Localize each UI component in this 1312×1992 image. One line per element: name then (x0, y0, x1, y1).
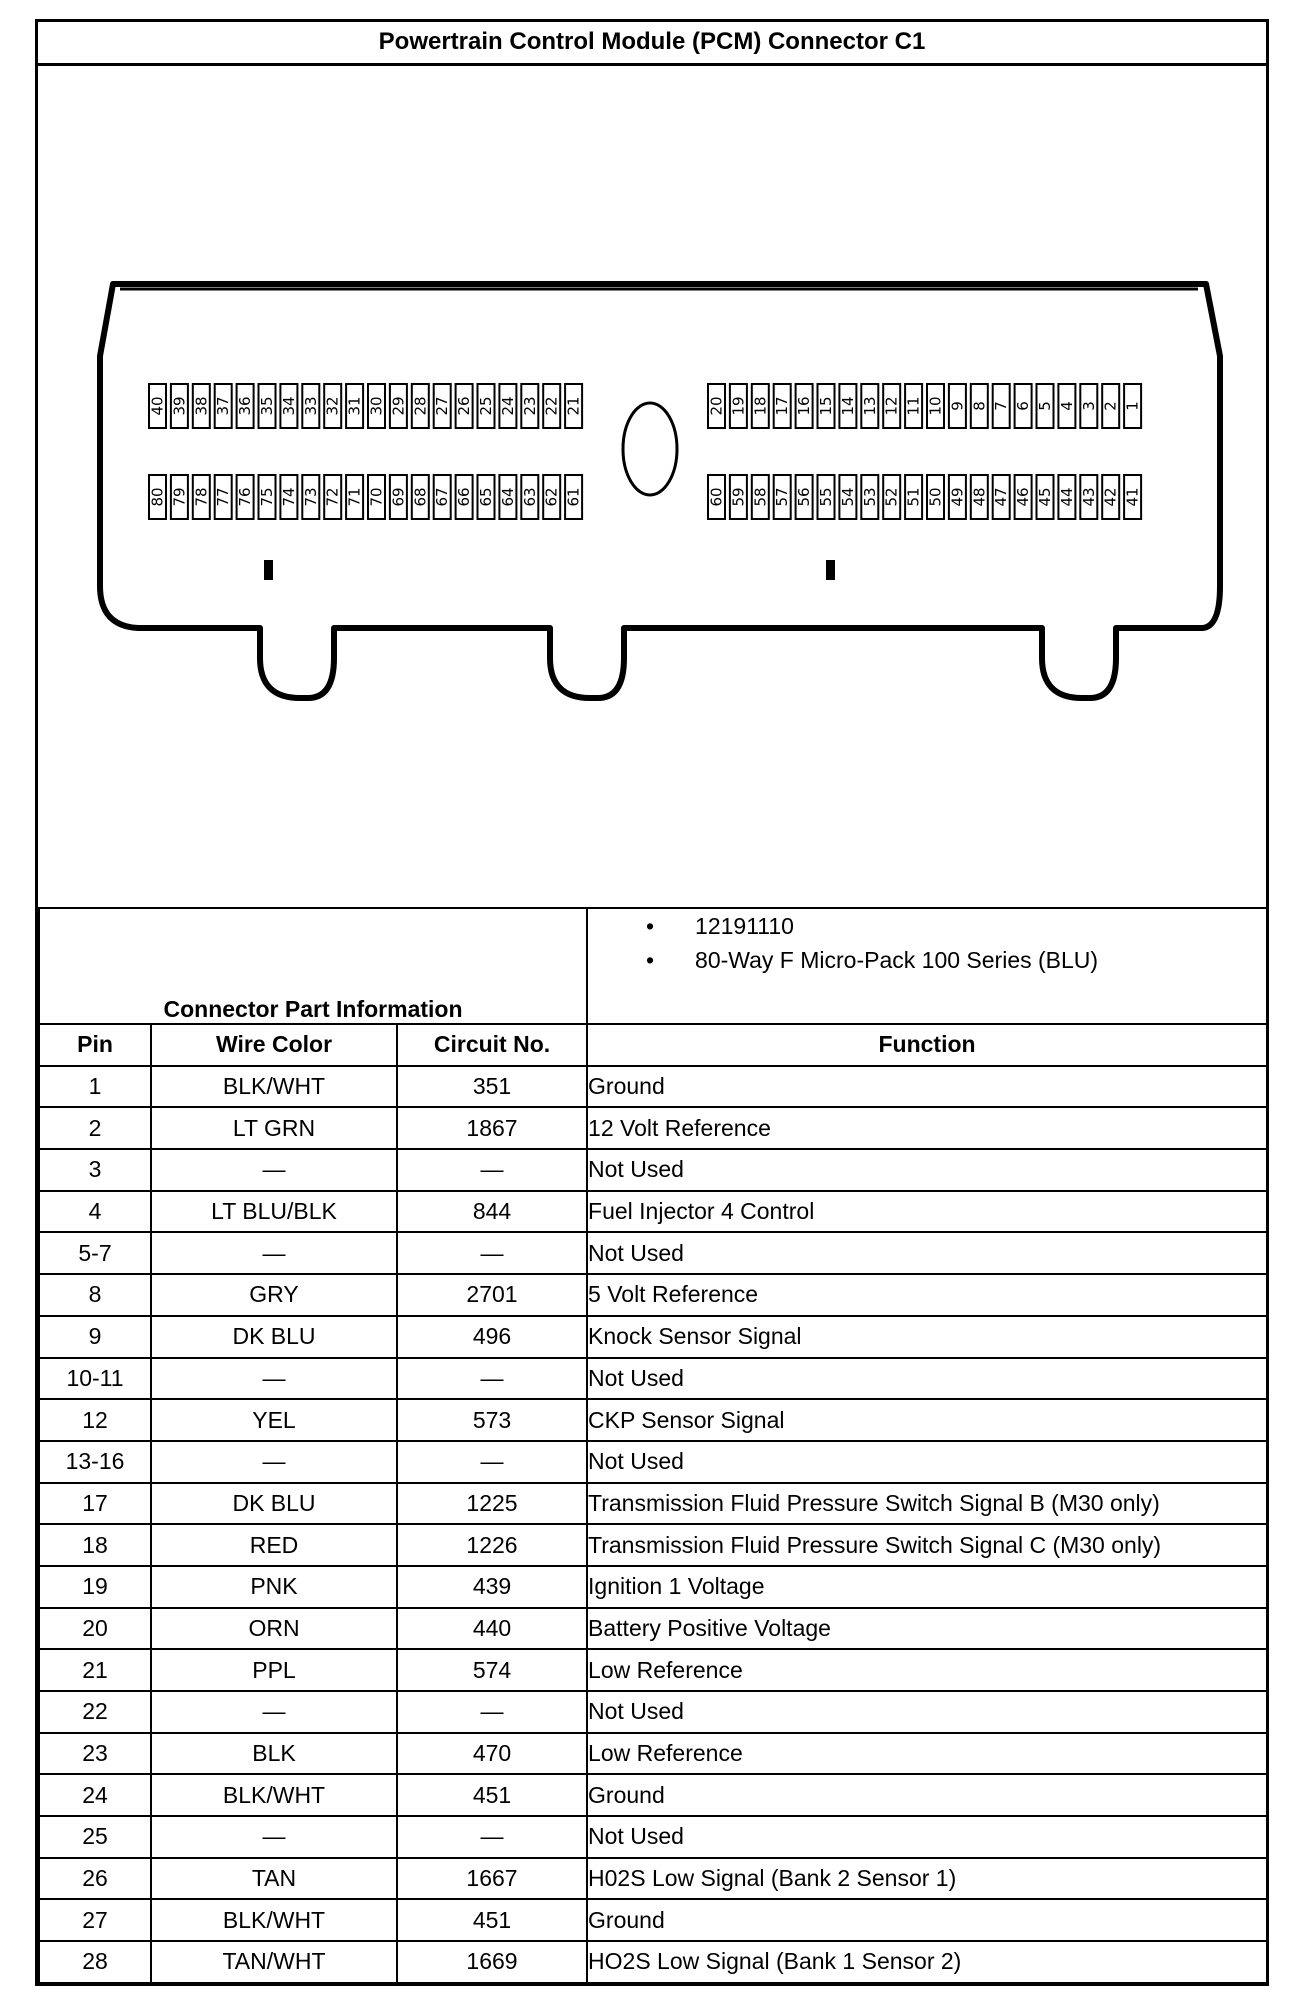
pin-cavity-38 (192, 384, 210, 428)
circuit-cell: 451 (397, 1899, 587, 1941)
table-row (39, 1066, 1267, 1108)
pin-cavity-34 (280, 384, 298, 428)
function-cell: 12 Volt Reference (587, 1107, 1267, 1149)
pin-cavity-35 (258, 384, 276, 428)
pin-cavity-24 (499, 384, 517, 428)
function-cell: H02S Low Signal (Bank 2 Sensor 1) (587, 1858, 1267, 1900)
connector-sheet (35, 19, 1269, 1986)
circuit-cell: 451 (397, 1774, 587, 1816)
pin-label: 41 (1123, 487, 1142, 507)
pin-cavity-20 (708, 384, 726, 428)
circuit-cell: — (397, 1149, 587, 1191)
right-key-mark (826, 560, 835, 580)
function-cell: Ground (587, 1774, 1267, 1816)
center-key (623, 403, 677, 495)
pin-label: 55 (817, 487, 835, 507)
pin-cavity-41 (1124, 475, 1142, 519)
pin-label: 43 (1079, 487, 1098, 507)
col-circuit: Circuit No. (397, 1024, 587, 1066)
pin-label: 61 (564, 487, 583, 507)
pin-label: 77 (214, 487, 233, 507)
pin-cavity-18 (751, 384, 769, 428)
pin-cavity-13 (861, 384, 879, 428)
pin-cavity-19 (729, 384, 747, 428)
pin-cavity-78 (192, 475, 210, 519)
function-cell: 5 Volt Reference (587, 1274, 1267, 1316)
pin-cavity-22 (543, 384, 561, 428)
pin-label: 33 (301, 396, 320, 416)
pin-label: 11 (904, 396, 923, 416)
circuit-cell: 1226 (397, 1524, 587, 1566)
function-cell: Not Used (587, 1232, 1267, 1274)
wire-color-cell: TAN (151, 1858, 397, 1900)
pin-label: 2 (1101, 401, 1120, 411)
page-title: Powertrain Control Module (PCM) Connector C1 (38, 22, 1266, 66)
circuit-cell: 574 (397, 1649, 587, 1691)
pin-cavity-47 (992, 475, 1010, 519)
function-cell: Not Used (587, 1441, 1267, 1483)
pin-label: 76 (236, 487, 255, 507)
pin-cavity-15 (817, 384, 835, 428)
circuit-cell: 1867 (397, 1107, 587, 1149)
table-row (39, 1733, 1267, 1775)
table-row (39, 1899, 1267, 1941)
pin-label: 26 (455, 396, 474, 416)
pin-cavity-65 (477, 475, 495, 519)
pin-label: 6 (1014, 401, 1033, 411)
pin-label: 80 (148, 487, 167, 507)
pin-cavity-25 (477, 384, 495, 428)
wire-color-cell: RED (151, 1524, 397, 1566)
pin-label: 39 (170, 396, 189, 416)
pin-label: 75 (258, 487, 276, 507)
pin-cavity-50 (927, 475, 945, 519)
pin-cavity-42 (1102, 475, 1120, 519)
function-cell: Ground (587, 1899, 1267, 1941)
pin-cavity-63 (521, 475, 539, 519)
pin-cavity-30 (368, 384, 386, 428)
table-row (39, 1774, 1267, 1816)
pin-label: 3 (1079, 401, 1098, 411)
pin-label: 30 (367, 396, 386, 416)
pin-label: 28 (411, 396, 430, 416)
pin-cavity-57 (773, 475, 791, 519)
circuit-cell: 1667 (397, 1858, 587, 1900)
pin-cell: 18 (39, 1524, 151, 1566)
pin-label: 52 (882, 487, 901, 507)
pin-label: 31 (345, 396, 364, 416)
pin-cavity-59 (729, 475, 747, 519)
pin-cavity-12 (883, 384, 901, 428)
pin-cell: 10-11 (39, 1358, 151, 1400)
pin-cavity-32 (324, 384, 342, 428)
pin-label: 44 (1057, 487, 1076, 507)
pin-label: 14 (838, 396, 857, 416)
table-row (39, 1608, 1267, 1650)
pin-cell: 27 (39, 1899, 151, 1941)
table-row (39, 1274, 1267, 1316)
pin-cavity-21 (565, 384, 583, 428)
wire-color-cell: — (151, 1149, 397, 1191)
function-cell: CKP Sensor Signal (587, 1399, 1267, 1441)
pin-label: 56 (795, 487, 814, 507)
pin-label: 23 (520, 396, 539, 416)
pin-label: 38 (192, 396, 211, 416)
pin-cavity-31 (346, 384, 364, 428)
pin-label: 58 (751, 487, 770, 507)
wire-color-cell: — (151, 1816, 397, 1858)
part-info-list (587, 908, 1267, 1024)
pin-cavity-70 (368, 475, 386, 519)
pin-cavity-60 (708, 475, 726, 519)
wire-color-cell: BLK (151, 1733, 397, 1775)
wire-color-cell: — (151, 1441, 397, 1483)
pin-cavity-61 (565, 475, 583, 519)
pin-label: 45 (1036, 487, 1054, 507)
pin-cavity-9 (948, 384, 966, 428)
table-row (39, 1858, 1267, 1900)
pin-cell: 2 (39, 1107, 151, 1149)
circuit-cell: — (397, 1358, 587, 1400)
pin-label: 50 (926, 487, 945, 507)
pin-cell: 25 (39, 1816, 151, 1858)
connector-face (38, 66, 1266, 907)
wire-color-cell: BLK/WHT (151, 1774, 397, 1816)
pin-label: 53 (860, 487, 879, 507)
pin-label: 22 (542, 396, 561, 416)
pin-cavity-64 (499, 475, 517, 519)
pin-label: 59 (729, 487, 748, 507)
function-cell: Not Used (587, 1149, 1267, 1191)
table-header (39, 1024, 1267, 1066)
pin-cavity-40 (149, 384, 167, 428)
wire-color-cell: LT BLU/BLK (151, 1191, 397, 1233)
function-cell: Transmission Fluid Pressure Switch Signal C (M30 only) (587, 1524, 1267, 1566)
pin-cavity-75 (258, 475, 276, 519)
pin-label: 18 (751, 396, 770, 416)
circuit-cell: 440 (397, 1608, 587, 1650)
pin-cell: 5-7 (39, 1232, 151, 1274)
pin-table (38, 907, 1268, 1984)
part-number: • 12191110 (588, 909, 1266, 943)
pin-cavity-80 (149, 475, 167, 519)
left-key-mark (264, 560, 273, 580)
pin-label: 20 (707, 396, 726, 416)
pin-label: 65 (477, 487, 495, 507)
pin-cavity-28 (411, 384, 429, 428)
pin-label: 49 (948, 487, 967, 507)
pin-cavity-36 (236, 384, 254, 428)
pin-cavity-7 (992, 384, 1010, 428)
wire-color-cell: PPL (151, 1649, 397, 1691)
pin-cavity-5 (1036, 384, 1054, 428)
pin-label: 13 (860, 396, 879, 416)
table-row (39, 1649, 1267, 1691)
pin-cavity-58 (751, 475, 769, 519)
wire-color-cell: GRY (151, 1274, 397, 1316)
pin-cavity-71 (346, 475, 364, 519)
pin-label: 5 (1036, 401, 1054, 411)
pin-label: 46 (1014, 487, 1033, 507)
wire-color-cell: BLK/WHT (151, 1899, 397, 1941)
pin-cell: 13-16 (39, 1441, 151, 1483)
circuit-cell: — (397, 1816, 587, 1858)
pin-cavity-55 (817, 475, 835, 519)
pin-label: 68 (411, 487, 430, 507)
pin-label: 32 (323, 396, 342, 416)
wire-color-cell: ORN (151, 1608, 397, 1650)
table-row (39, 1358, 1267, 1400)
pin-label: 29 (389, 396, 408, 416)
pin-label: 48 (970, 487, 989, 507)
pin-cavity-48 (970, 475, 988, 519)
pin-label: 21 (564, 396, 583, 416)
function-cell: HO2S Low Signal (Bank 1 Sensor 2) (587, 1941, 1267, 1983)
circuit-cell: 844 (397, 1191, 587, 1233)
pin-cavity-37 (214, 384, 232, 428)
pin-label: 9 (948, 401, 967, 411)
pin-label: 74 (279, 487, 298, 507)
part-info-row (39, 908, 1267, 1024)
pin-cavity-54 (839, 475, 857, 519)
circuit-cell: — (397, 1232, 587, 1274)
pin-cavity-45 (1036, 475, 1054, 519)
pin-cavity-17 (773, 384, 791, 428)
circuit-cell: — (397, 1691, 587, 1733)
function-cell: Ignition 1 Voltage (587, 1566, 1267, 1608)
circuit-cell: 573 (397, 1399, 587, 1441)
function-cell: Knock Sensor Signal (587, 1316, 1267, 1358)
pin-cell: 28 (39, 1941, 151, 1983)
table-row (39, 1524, 1267, 1566)
pin-cavity-27 (433, 384, 451, 428)
pin-cavity-26 (455, 384, 473, 428)
pin-cell: 12 (39, 1399, 151, 1441)
pin-label: 17 (773, 396, 792, 416)
wire-color-cell: DK BLU (151, 1483, 397, 1525)
table-row (39, 1316, 1267, 1358)
pin-cavity-39 (170, 384, 188, 428)
pin-cell: 24 (39, 1774, 151, 1816)
pin-label: 24 (498, 396, 517, 416)
pin-label: 15 (817, 396, 835, 416)
circuit-cell: 1669 (397, 1941, 587, 1983)
pin-label: 60 (707, 487, 726, 507)
pin-cavity-73 (302, 475, 320, 519)
function-cell: Not Used (587, 1691, 1267, 1733)
function-cell: Ground (587, 1066, 1267, 1108)
pin-cavity-14 (839, 384, 857, 428)
pin-label: 37 (214, 396, 233, 416)
pin-label: 36 (236, 396, 255, 416)
pin-cavity-53 (861, 475, 879, 519)
circuit-cell: 470 (397, 1733, 587, 1775)
pin-label: 47 (992, 487, 1011, 507)
pin-cavity-43 (1080, 475, 1098, 519)
pin-label: 79 (170, 487, 189, 507)
circuit-cell: — (397, 1441, 587, 1483)
pin-cell: 1 (39, 1066, 151, 1108)
pin-cell: 20 (39, 1608, 151, 1650)
pin-cell: 26 (39, 1858, 151, 1900)
pin-label: 57 (773, 487, 792, 507)
table-row (39, 1191, 1267, 1233)
pin-label: 7 (992, 401, 1011, 411)
pin-cell: 8 (39, 1274, 151, 1316)
table-row (39, 1149, 1267, 1191)
circuit-cell: 2701 (397, 1274, 587, 1316)
pin-cavity-11 (905, 384, 923, 428)
function-cell: Not Used (587, 1816, 1267, 1858)
circuit-cell: 439 (397, 1566, 587, 1608)
pin-label: 34 (279, 396, 298, 416)
wire-color-cell: TAN/WHT (151, 1941, 397, 1983)
pin-cavity-69 (389, 475, 407, 519)
table-row (39, 1483, 1267, 1525)
part-description: • 80-Way F Micro-Pack 100 Series (BLU) (588, 943, 1266, 977)
wire-color-cell: — (151, 1232, 397, 1274)
table-row (39, 1566, 1267, 1608)
pin-cavity-44 (1058, 475, 1076, 519)
function-cell: Fuel Injector 4 Control (587, 1191, 1267, 1233)
function-cell: Low Reference (587, 1733, 1267, 1775)
pin-cavity-77 (214, 475, 232, 519)
pin-label: 66 (455, 487, 474, 507)
table-row (39, 1441, 1267, 1483)
pin-cavity-23 (521, 384, 539, 428)
pin-cavity-3 (1080, 384, 1098, 428)
pin-cavity-74 (280, 475, 298, 519)
pin-cavity-29 (389, 384, 407, 428)
connector-diagram (38, 66, 1266, 907)
pin-label: 69 (389, 487, 408, 507)
pin-cavity-66 (455, 475, 473, 519)
col-wire-color: Wire Color (151, 1024, 397, 1066)
pin-cell: 23 (39, 1733, 151, 1775)
pin-label: 78 (192, 487, 211, 507)
wire-color-cell: DK BLU (151, 1316, 397, 1358)
pin-cell: 19 (39, 1566, 151, 1608)
table-row (39, 1399, 1267, 1441)
wire-color-cell: BLK/WHT (151, 1066, 397, 1108)
table-row (39, 1107, 1267, 1149)
pin-label: 8 (970, 401, 989, 411)
circuit-cell: 351 (397, 1066, 587, 1108)
pin-cavity-49 (948, 475, 966, 519)
pin-cavity-67 (433, 475, 451, 519)
pin-cell: 22 (39, 1691, 151, 1733)
pin-cavity-46 (1014, 475, 1032, 519)
pin-cavity-72 (324, 475, 342, 519)
pin-cavity-56 (795, 475, 813, 519)
pin-cavity-52 (883, 475, 901, 519)
pin-label: 12 (882, 396, 901, 416)
pin-cavity-2 (1102, 384, 1120, 428)
col-pin: Pin (39, 1024, 151, 1066)
wire-color-cell: PNK (151, 1566, 397, 1608)
table-row (39, 1232, 1267, 1274)
part-info-label: Connector Part Information (39, 908, 587, 1024)
pin-label: 42 (1101, 487, 1120, 507)
pin-label: 63 (520, 487, 539, 507)
circuit-cell: 1225 (397, 1483, 587, 1525)
col-function: Function (587, 1024, 1267, 1066)
pin-label: 19 (729, 396, 748, 416)
function-cell: Low Reference (587, 1649, 1267, 1691)
table-row (39, 1816, 1267, 1858)
pin-cell: 21 (39, 1649, 151, 1691)
pin-label: 62 (542, 487, 561, 507)
wire-color-cell: LT GRN (151, 1107, 397, 1149)
pin-cell: 17 (39, 1483, 151, 1525)
pin-cavity-10 (927, 384, 945, 428)
pin-cavity-62 (543, 475, 561, 519)
pin-cavity-4 (1058, 384, 1076, 428)
pin-cavity-76 (236, 475, 254, 519)
pin-label: 1 (1123, 401, 1142, 411)
pin-label: 54 (838, 487, 857, 507)
function-cell: Transmission Fluid Pressure Switch Signal B (M30 only) (587, 1483, 1267, 1525)
pin-cavity-33 (302, 384, 320, 428)
pin-cavity-8 (970, 384, 988, 428)
pin-cavity-51 (905, 475, 923, 519)
pin-cavity-16 (795, 384, 813, 428)
wire-color-cell: — (151, 1358, 397, 1400)
pin-cavity-79 (170, 475, 188, 519)
function-cell: Not Used (587, 1358, 1267, 1400)
table-row (39, 1941, 1267, 1983)
pin-label: 67 (433, 487, 452, 507)
pin-label: 4 (1057, 401, 1076, 411)
pin-label: 71 (345, 487, 364, 507)
pin-label: 70 (367, 487, 386, 507)
pin-label: 72 (323, 487, 342, 507)
pin-cell: 4 (39, 1191, 151, 1233)
pin-cavity-1 (1124, 384, 1142, 428)
table-row (39, 1691, 1267, 1733)
wire-color-cell: — (151, 1691, 397, 1733)
pin-label: 16 (795, 396, 814, 416)
pin-label: 10 (926, 396, 945, 416)
pin-label: 27 (433, 396, 452, 416)
pin-label: 51 (904, 487, 923, 507)
pin-label: 73 (301, 487, 320, 507)
pin-label: 35 (258, 396, 276, 416)
wire-color-cell: YEL (151, 1399, 397, 1441)
pin-label: 40 (148, 396, 167, 416)
function-cell: Battery Positive Voltage (587, 1608, 1267, 1650)
pin-label: 64 (498, 487, 517, 507)
pin-label: 25 (477, 396, 495, 416)
pin-cell: 9 (39, 1316, 151, 1358)
circuit-cell: 496 (397, 1316, 587, 1358)
pin-cavity-68 (411, 475, 429, 519)
pin-cavity-6 (1014, 384, 1032, 428)
pin-cell: 3 (39, 1149, 151, 1191)
